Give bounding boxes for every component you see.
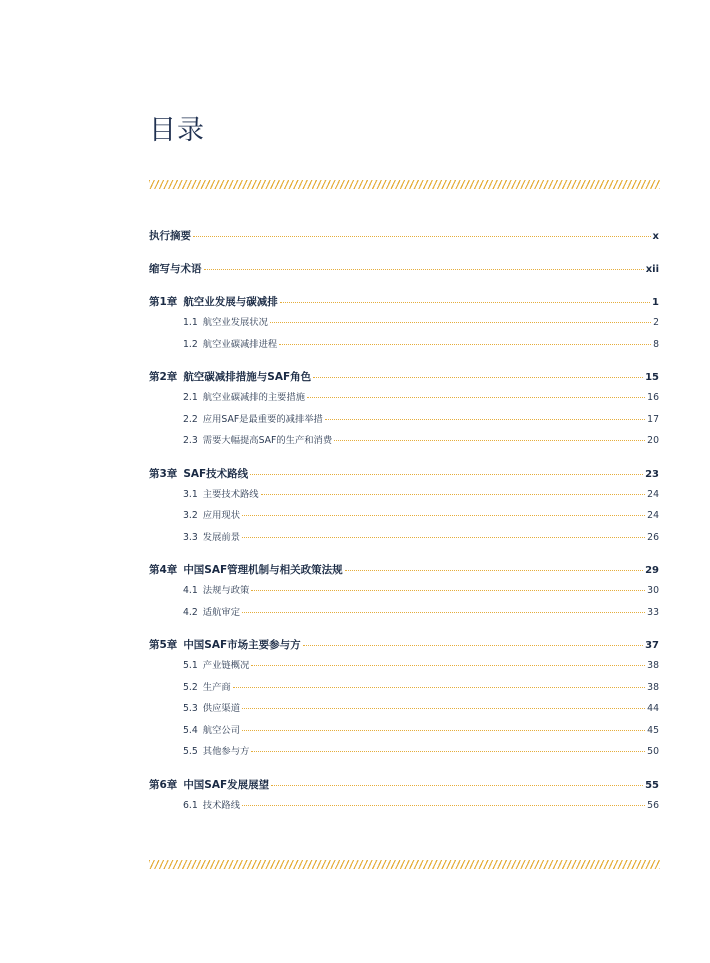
section-number: 3.2 [183, 510, 198, 521]
dot-leader [279, 344, 651, 345]
toc-section-4-1[interactable] [149, 582, 659, 604]
toc-chapter-6[interactable] [149, 777, 659, 797]
section-title: 应用SAF是最重要的减排举措 [202, 413, 323, 425]
chapter-title: 航空碳减排措施与SAF角色 [183, 371, 312, 383]
chapter-title: SAF技术路线 [183, 467, 249, 480]
dot-leader [334, 440, 645, 441]
section-number: 5.5 [183, 746, 198, 757]
section-title: 航空业碳减排进程 [202, 338, 278, 350]
dot-leader [251, 590, 645, 591]
toc-section-2-2[interactable] [149, 411, 659, 433]
dot-leader [250, 474, 643, 475]
top-divider [149, 180, 660, 189]
dot-leader [307, 397, 645, 398]
section-title: 生产商 [202, 681, 231, 693]
chapter-page: 37 [645, 640, 659, 651]
dot-leader [261, 494, 646, 495]
dot-leader [251, 751, 645, 752]
chapter-page: 55 [645, 779, 659, 791]
section-number: 1.2 [183, 338, 198, 350]
toc-section-5-3[interactable] [149, 700, 659, 722]
chapter-page: 15 [645, 372, 659, 383]
toc-section-3-3[interactable] [149, 529, 659, 551]
toc-entry-abbreviations[interactable] [149, 261, 659, 281]
section-page: 33 [647, 606, 659, 618]
dot-leader [242, 730, 645, 731]
chapter-page: 1 [652, 297, 659, 308]
dot-leader [303, 645, 643, 646]
toc-section-2-3[interactable] [149, 432, 659, 454]
section-page: 45 [647, 724, 659, 736]
section-title: 适航审定 [202, 606, 240, 618]
section-title: 技术路线 [202, 799, 240, 811]
section-title: 其他参与方 [202, 746, 250, 757]
toc-entry-executive-summary[interactable] [149, 228, 659, 248]
dot-leader [325, 419, 645, 420]
dot-leader [280, 302, 650, 303]
section-number: 1.1 [183, 317, 198, 328]
section-number: 2.3 [183, 435, 198, 446]
dot-leader [242, 612, 645, 613]
section-number: 4.2 [183, 606, 198, 618]
page-title: 目录 [149, 115, 205, 146]
section-page: 38 [647, 660, 659, 671]
toc-section-3-2[interactable] [149, 507, 659, 529]
section-number: 2.1 [183, 392, 198, 403]
chapter-title: 航空业发展与碳减排 [183, 296, 278, 308]
toc-chapter-1[interactable] [149, 294, 659, 314]
toc-section-2-1[interactable] [149, 389, 659, 411]
dot-leader [233, 687, 645, 688]
section-number: 6.1 [183, 799, 198, 811]
dot-leader [242, 515, 645, 516]
dot-leader [204, 269, 644, 270]
section-title: 供应渠道 [202, 703, 240, 714]
section-number: 4.1 [183, 585, 198, 596]
section-page: 26 [647, 531, 659, 543]
section-page: 50 [647, 746, 659, 757]
chapter-number: 第3章 [149, 467, 178, 480]
section-number: 5.1 [183, 660, 198, 671]
dot-leader [242, 708, 645, 709]
toc-section-5-1[interactable] [149, 657, 659, 679]
dot-leader [242, 805, 645, 806]
toc-entry-label: 缩写与术语 [149, 263, 202, 275]
dot-leader [313, 377, 643, 378]
section-title: 产业链概况 [202, 660, 250, 671]
section-page: 24 [647, 510, 659, 521]
section-page: 24 [647, 488, 659, 500]
toc-entry-page: xii [645, 264, 659, 275]
section-page: 16 [647, 392, 659, 403]
section-number: 3.1 [183, 488, 198, 500]
toc-section-3-1[interactable] [149, 486, 659, 508]
toc-section-5-5[interactable] [149, 743, 659, 765]
toc-entry-label: 执行摘要 [149, 230, 191, 242]
chapter-number: 第6章 [149, 778, 178, 791]
section-number: 3.3 [183, 531, 198, 543]
section-page: 30 [647, 585, 659, 596]
chapter-page: 23 [645, 468, 659, 480]
chapter-title: 中国SAF市场主要参与方 [183, 639, 301, 651]
dot-leader [270, 322, 651, 323]
toc-section-1-1[interactable] [149, 314, 659, 336]
section-title: 航空业发展状况 [202, 317, 268, 328]
section-title: 航空业碳减排的主要措施 [202, 392, 306, 403]
dot-leader [271, 785, 643, 786]
section-title: 法规与政策 [202, 585, 250, 596]
section-title: 航空公司 [202, 724, 240, 736]
section-title: 主要技术路线 [202, 488, 259, 500]
toc-entry-page: x [652, 231, 659, 242]
section-title: 发展前景 [202, 531, 240, 543]
dot-leader [251, 665, 645, 666]
toc-chapter-2[interactable] [149, 369, 659, 389]
chapter-number: 第4章 [149, 564, 178, 576]
table-of-contents [149, 228, 659, 818]
section-number: 5.2 [183, 681, 198, 693]
chapter-number: 第2章 [149, 371, 178, 383]
toc-section-4-2[interactable] [149, 604, 659, 626]
chapter-number: 第1章 [149, 296, 178, 308]
section-page: 17 [647, 413, 659, 425]
toc-chapter-3[interactable] [149, 466, 659, 486]
section-page: 20 [647, 435, 659, 446]
section-number: 5.4 [183, 724, 198, 736]
toc-section-5-4[interactable] [149, 722, 659, 744]
section-page: 56 [647, 799, 659, 811]
section-number: 2.2 [183, 413, 198, 425]
section-page: 2 [653, 317, 659, 328]
chapter-title: 中国SAF管理机制与相关政策法规 [183, 564, 343, 576]
toc-section-5-2[interactable] [149, 679, 659, 701]
toc-section-6-1[interactable] [149, 797, 659, 819]
chapter-number: 第5章 [149, 639, 178, 651]
toc-chapter-4[interactable] [149, 562, 659, 582]
bottom-divider [149, 860, 660, 869]
section-title: 需要大幅提高SAF的生产和消费 [202, 435, 333, 446]
dot-leader [345, 570, 643, 571]
dot-leader [242, 537, 645, 538]
section-page: 44 [647, 703, 659, 714]
section-number: 5.3 [183, 703, 198, 714]
section-page: 38 [647, 681, 659, 693]
section-title: 应用现状 [202, 510, 240, 521]
chapter-title: 中国SAF发展展望 [183, 778, 270, 791]
dot-leader [193, 236, 651, 237]
chapter-page: 29 [645, 565, 659, 576]
section-page: 8 [653, 338, 659, 350]
toc-section-1-2[interactable] [149, 336, 659, 358]
toc-chapter-5[interactable] [149, 637, 659, 657]
